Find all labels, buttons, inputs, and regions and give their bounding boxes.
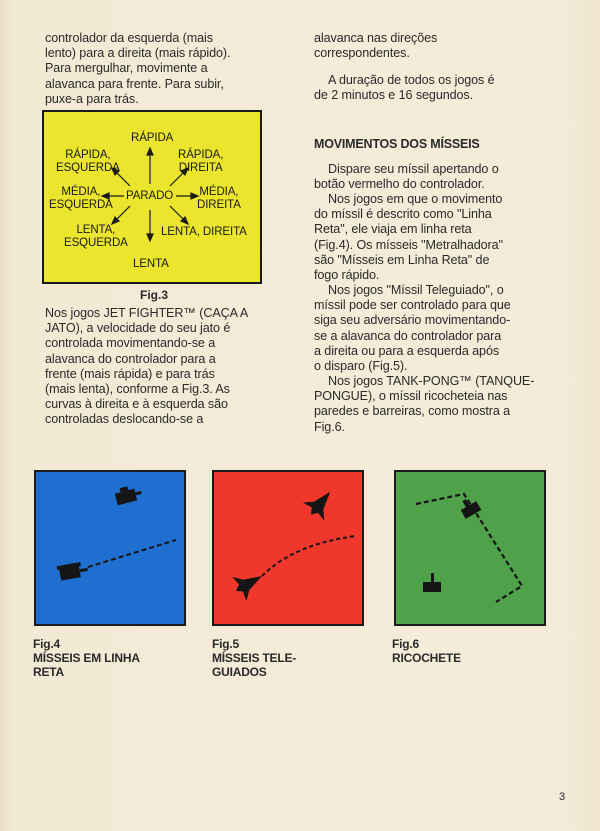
fig3-speed-diagram	[42, 110, 262, 284]
fig6-caption-text: RICOCHETE	[392, 651, 461, 665]
label-center: PARADO	[126, 190, 174, 202]
fig3-caption: Fig.3	[140, 288, 169, 302]
fig4-caption-number: Fig.4	[33, 637, 61, 651]
label-left: MÉDIA, ESQUERDA	[49, 186, 113, 211]
arrow-down-left	[116, 206, 130, 220]
fig5-panel	[212, 470, 364, 626]
fire-paragraph: Dispare seu míssil apertando o botão vermelho do controlador.	[314, 162, 499, 192]
fig5-caption-text: MÍSSEIS TELE- GUIADOS	[212, 651, 297, 679]
arrow-up-head	[147, 148, 153, 155]
label-bottom-left: LENTA, ESQUERDA	[64, 224, 128, 249]
label-top-left: RÁPIDA, ESQUERDA	[56, 149, 120, 174]
page-number: 3	[559, 791, 566, 803]
guided-missile-paragraph: Nos jogos "Míssil Teleguiado", o míssil pode ser controlado para que siga seu adversário movimentando- se a alavanca do controlador para a direita ou para a esquerda após o disparo (Fig.5).	[314, 283, 511, 374]
guided-missile-path	[262, 536, 356, 576]
fig5-caption-number: Fig.5	[212, 637, 240, 651]
section-heading: MOVIMENTOS DOS MÍSSEIS	[314, 137, 480, 151]
fig4-panel	[34, 470, 186, 626]
arrow-down-head	[147, 234, 153, 241]
jet-fighter-paragraph: Nos jogos JET FIGHTER™ (CAÇA A JATO), a velocidade do seu jato é controlada movimentando-se a alavanca do controlador para a frente (mais rápida) e para trás (mais lenta), conforme a Fig.3. As curvas à direita e à esquerda são controladas deslocando-se a	[45, 306, 249, 427]
duration-paragraph: A duração de todos os jogos é de 2 minutos e 16 segundos.	[314, 73, 495, 103]
label-top-right: RÁPIDA, DIREITA	[178, 149, 224, 174]
label-bottom: LENTA	[133, 258, 169, 270]
intro-paragraph: controlador da esquerda (mais lento) para a direita (mais rápido). Para mergulhar, movimente a alavanca para frente. Para subir, puxe-a para trás.	[45, 31, 231, 106]
continuation-paragraph: alavanca nas direções correspondentes.	[314, 31, 438, 61]
straight-missile-path	[88, 540, 176, 567]
arrow-down-right	[170, 206, 184, 220]
player-tank-icon	[57, 561, 89, 581]
target-jet-icon	[300, 483, 341, 524]
tank-pong-paragraph: Nos jogos TANK-PONG™ (TANQUE- PONGUE), o míssil ricocheteia nas paredes e barreiras, como mostra a Fig.6.	[314, 374, 535, 434]
label-bottom-right: LENTA, DIREITA	[161, 226, 247, 238]
fig6-panel	[394, 470, 546, 626]
target-tank-icon	[114, 483, 143, 505]
player-jet-icon	[229, 564, 269, 603]
player-tank-icon	[423, 573, 441, 592]
straight-missile-paragraph: Nos jogos em que o movimento do míssil é descrito como "Linha Reta", ele viaja em linha reta (Fig.4). Os mísseis "Metralhadora" são "Mísseis em Linha Reta" de fogo rápido.	[314, 192, 503, 283]
fig6-caption-number: Fig.6	[392, 637, 420, 651]
fig4-caption-text: MÍSSEIS EM LINHA RETA	[33, 651, 140, 679]
label-top: RÁPIDA	[131, 132, 174, 144]
label-right: MÉDIA, DIREITA	[197, 186, 241, 211]
